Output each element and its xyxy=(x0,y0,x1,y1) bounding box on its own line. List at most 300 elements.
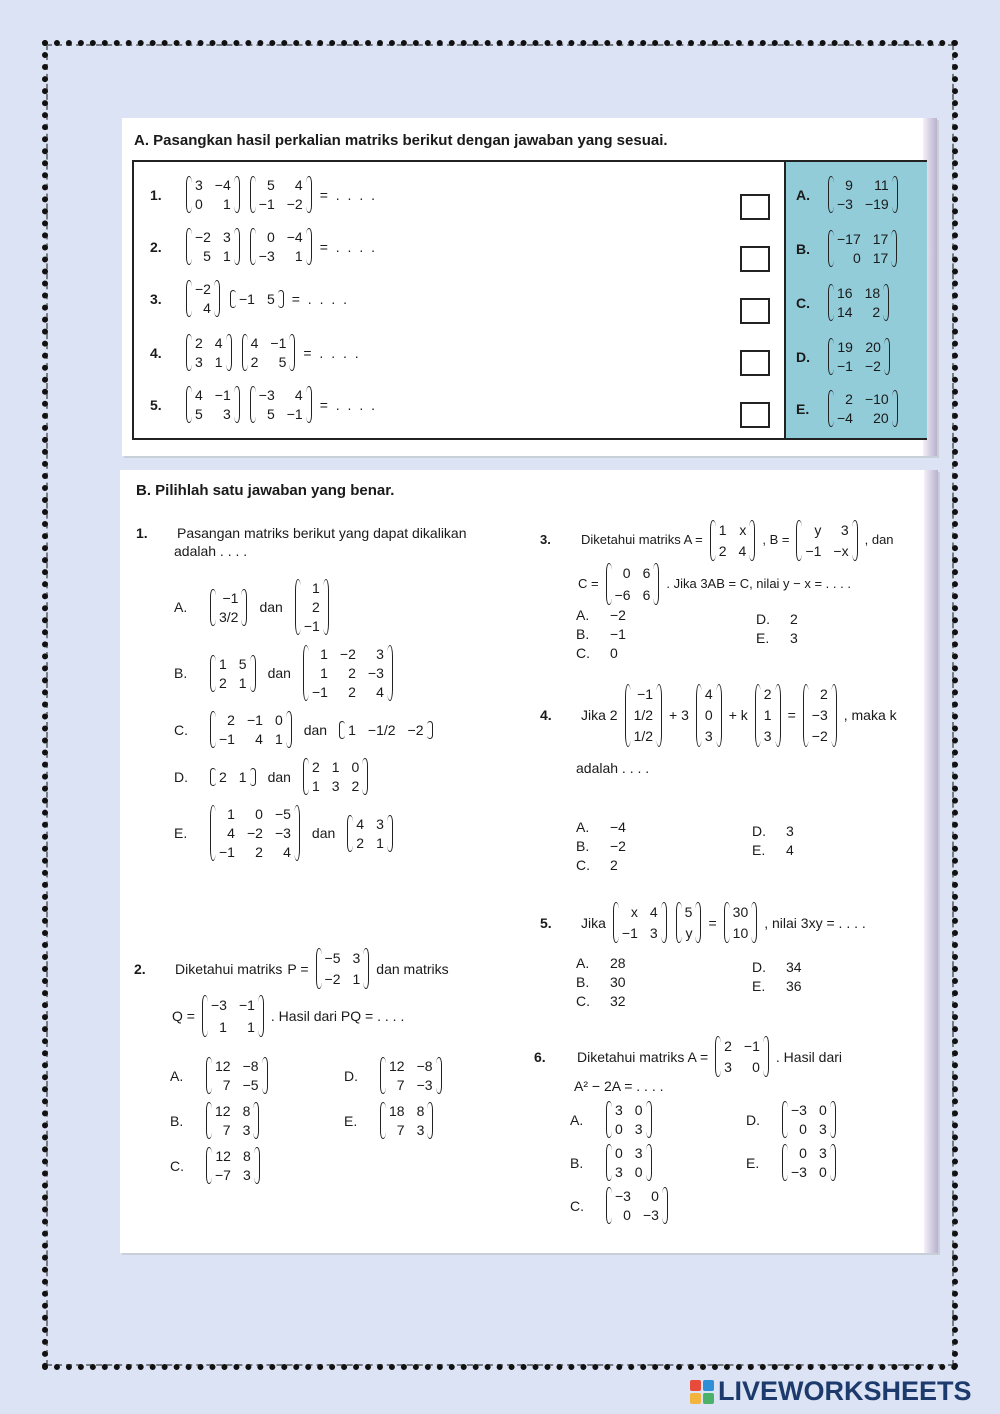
matrix-entry: 1/2 xyxy=(633,728,654,745)
matrix-grid xyxy=(353,815,387,852)
matrix-grid xyxy=(386,1057,436,1094)
matrix-entry: 0 xyxy=(622,565,631,582)
matrix-grid xyxy=(631,684,656,747)
section-b-title: B. Pilihlah satu jawaban yang benar. xyxy=(136,482,395,499)
choice-b4-c[interactable]: C. 2 xyxy=(576,857,618,873)
matrix-entry: −1 xyxy=(222,589,239,606)
matrix-entry: 0 xyxy=(704,707,713,724)
matrix xyxy=(828,338,890,375)
matrix-entry: 1 xyxy=(331,759,340,775)
matrix-entry: 1/2 xyxy=(633,707,654,724)
matrix-grid xyxy=(236,290,278,308)
matrix-entry: −5 xyxy=(242,1077,259,1093)
matrix-entry: 1 xyxy=(214,354,223,370)
matrix-entry: 5 xyxy=(266,290,275,307)
matrix-entry: 1 xyxy=(222,196,231,212)
matrix-entry: −1 xyxy=(214,387,231,403)
matrix-entry: x xyxy=(630,904,638,920)
matrix-grid xyxy=(612,1101,646,1138)
matrix-grid xyxy=(721,1036,763,1077)
matrix-entry: −2 xyxy=(339,646,356,662)
matrix-entry: 3 xyxy=(376,646,384,662)
matrix-entry: 1 xyxy=(227,806,235,822)
matrix-entry: −5 xyxy=(324,950,341,966)
answer-option-a: A. 9 11 −3 −19 xyxy=(796,176,900,213)
paren-right xyxy=(234,228,240,265)
choice-b2-d[interactable]: D. 12 −8 7 −3 xyxy=(344,1057,444,1094)
matrix-entry: −3 xyxy=(274,825,291,841)
matrix-entry: 4 xyxy=(294,177,303,193)
matrix-entry: 0 xyxy=(266,229,275,245)
paren-right xyxy=(294,805,300,861)
matrix-entry: 4 xyxy=(250,335,259,351)
matrix-entry: 6 xyxy=(642,586,651,603)
paren-right xyxy=(892,176,898,213)
matrix-entry: 4 xyxy=(195,387,203,403)
matrix-grid xyxy=(834,390,892,427)
question-a1: 1. 3 −4 0 1 5 4 −1 −2 = . . . . xyxy=(150,177,377,212)
matrix-entry: −3 xyxy=(791,1164,807,1180)
matrix-entry: −x xyxy=(833,543,849,560)
paren-right xyxy=(831,684,837,747)
matrix-entry: 0 xyxy=(623,1207,631,1223)
choice-b1-c[interactable]: C. 2 −1 0 −1 4 1 dan 1 −1/2 −2 xyxy=(174,711,435,748)
matrix-entry: 2 xyxy=(356,834,365,851)
matrix-entry: −1 xyxy=(258,196,275,212)
matrix-grid xyxy=(345,721,426,739)
paren-right xyxy=(646,1144,652,1181)
matrix-entry: 0 xyxy=(651,1188,659,1204)
matrix-entry: 12 xyxy=(389,1058,405,1074)
matrix-grid xyxy=(612,563,654,604)
matrix xyxy=(186,228,240,265)
matrix-entry: −2 xyxy=(246,825,263,841)
matrix-entry: 3 xyxy=(763,728,772,745)
matrix-entry: 6 xyxy=(642,565,651,582)
matrix-entry: −2 xyxy=(407,721,424,738)
matrix-grid xyxy=(192,386,234,423)
choice-b5-e[interactable]: E. 36 xyxy=(752,978,802,994)
matrix-entry: −8 xyxy=(242,1058,259,1074)
question-b2-choices-left xyxy=(170,1054,270,1187)
matrix-entry: 19 xyxy=(837,339,853,355)
matrix-entry: 0 xyxy=(818,1102,827,1118)
matrix-entry: 16 xyxy=(837,285,853,301)
paren-right xyxy=(258,995,264,1036)
paren-right xyxy=(306,176,312,213)
question-a3: 3. −2 4 −1 5 = . . . . xyxy=(150,281,350,316)
matrix-grid xyxy=(702,684,716,747)
paren-right xyxy=(661,902,667,943)
choice-b2-e[interactable]: E. 18 8 7 3 xyxy=(344,1102,444,1139)
choice-b3-e[interactable]: E. 3 xyxy=(756,630,798,646)
matrix-entry: 0 xyxy=(818,1164,827,1180)
paren-right xyxy=(253,1102,259,1139)
matrix-entry: −1 xyxy=(311,684,328,700)
question-b2-choices-right xyxy=(344,1054,444,1142)
matrix-entry: −2 xyxy=(286,196,303,212)
logo-icon xyxy=(690,1380,714,1404)
matrix-entry: 0 xyxy=(615,1121,623,1137)
paren-right xyxy=(662,1187,668,1224)
matrix-entry: 0 xyxy=(799,1121,807,1137)
matrix-entry: 1 xyxy=(312,580,320,596)
matrix-entry: −3 xyxy=(210,997,227,1014)
matrix-entry: 4 xyxy=(214,335,223,351)
matrix-grid xyxy=(716,520,750,561)
matrix-grid xyxy=(216,589,241,626)
section-a-title: A. Pasangkan hasil perkalian matriks berikut dengan jawaban yang sesuai. xyxy=(134,132,668,149)
matrix xyxy=(242,334,296,371)
matrix-entry: 18 xyxy=(864,285,881,301)
matrix-entry: 2 xyxy=(348,665,356,681)
matrix-entry: 4 xyxy=(376,684,384,700)
matrix-entry: 12 xyxy=(215,1148,231,1164)
matrix-entry: 2 xyxy=(219,768,227,785)
matrix-entry: 4 xyxy=(283,844,291,860)
question-b5-choices-right xyxy=(752,956,802,997)
matrix-entry: 1 xyxy=(320,665,328,681)
matrix-entry: −3 xyxy=(811,707,828,724)
matrix-entry: −3 xyxy=(258,248,275,264)
matrix-entry: 3 xyxy=(352,950,361,966)
matrix xyxy=(186,280,220,317)
choice-b1-b[interactable]: B. 1 5 2 1 dan 1 −2 3 1 2 −3 −1 2 4 xyxy=(174,645,435,701)
question-b3-choices-left xyxy=(576,604,626,664)
matrix-grid xyxy=(834,284,883,321)
page-edge-shadow xyxy=(924,470,938,1253)
paren-right xyxy=(830,1101,836,1138)
choice-b3-c[interactable]: C. 0 xyxy=(576,645,618,661)
matrix-entry: 7 xyxy=(222,1122,231,1138)
matrix-entry: −2 xyxy=(195,229,211,245)
matrix xyxy=(230,290,284,308)
paren-right xyxy=(363,948,369,989)
paren-right xyxy=(286,711,292,748)
matrix-grid xyxy=(216,655,250,692)
matrix-grid xyxy=(788,1101,830,1138)
matrix-entry: −1 xyxy=(743,1038,760,1054)
matrix-entry: 5 xyxy=(266,177,275,193)
matrix-entry: −19 xyxy=(864,196,889,212)
matrix xyxy=(250,386,312,423)
matrix-grid xyxy=(256,228,306,265)
matrix-entry: 3 xyxy=(222,406,231,422)
choice-b2-c[interactable]: C. 12 8 −7 3 xyxy=(170,1147,270,1184)
paren-right xyxy=(763,1036,769,1077)
choice-b1-d[interactable]: D. 2 1 dan 2 1 0 1 3 2 xyxy=(174,758,435,795)
matrix-entry: 5 xyxy=(195,406,203,422)
matrix-grid xyxy=(612,1187,662,1224)
question-b4: 4. Jika 2 −1 1/2 1/2 + 3 4 0 3 + k 2 1 3 = 2 −3 −2 , maka k adalah . . . . xyxy=(540,686,897,776)
matrix-entry: 2 xyxy=(312,599,320,615)
matrix-grid xyxy=(256,386,306,423)
matrix-entry: 2 xyxy=(845,391,853,407)
matrix-entry: −10 xyxy=(864,391,889,407)
matrix-entry: 1 xyxy=(222,248,231,264)
matrix-entry: −4 xyxy=(837,410,853,426)
answer-input-5[interactable] xyxy=(740,402,770,428)
choice-b3-b[interactable]: B. −1 xyxy=(576,626,626,642)
paren-right xyxy=(646,1101,652,1138)
matrix-entry: −1 xyxy=(621,925,638,942)
matrix-entry: 0 xyxy=(799,1145,807,1161)
paren-right xyxy=(749,520,755,561)
matrix-entry: −2 xyxy=(864,358,881,374)
matrix-grid xyxy=(212,1147,254,1184)
paren-right xyxy=(751,902,757,943)
choice-b6-e[interactable]: E. 0 3 −3 0 xyxy=(746,1144,838,1181)
matrix xyxy=(186,176,240,213)
choice-b2-b[interactable]: B. 12 8 7 3 xyxy=(170,1102,270,1139)
answer-input-4[interactable] xyxy=(740,350,770,376)
choice-b2-a[interactable]: A. 12 −8 7 −5 xyxy=(170,1057,270,1094)
matrix xyxy=(186,386,240,423)
matrix-entry: 1 xyxy=(274,731,283,747)
matrix-entry: 0 xyxy=(351,759,360,775)
matrix-entry: −6 xyxy=(614,586,631,603)
answer-option-d: D. 19 20 −1 −2 xyxy=(796,338,892,375)
choice-b3-a[interactable]: A. −2 xyxy=(576,607,626,623)
matrix-entry: −1 xyxy=(303,618,320,634)
paren-right xyxy=(387,815,393,852)
matrix-entry: −7 xyxy=(215,1167,231,1183)
matrix-entry: 4 xyxy=(227,825,235,841)
matrix-entry: 5 xyxy=(266,406,275,422)
matrix-entry: −1 xyxy=(270,335,287,351)
matrix-entry: 3 xyxy=(195,354,203,370)
choice-b4-d[interactable]: D. 3 xyxy=(752,823,794,839)
choice-b4-a[interactable]: A. −4 xyxy=(576,819,626,835)
paren-right xyxy=(250,655,256,692)
matrix-grid xyxy=(761,684,775,747)
answer-option-c: C. 16 18 14 2 xyxy=(796,284,891,321)
matrix-entry: 3 xyxy=(222,229,231,245)
matrix-entry: 4 xyxy=(203,300,211,316)
matrix-entry: 2 xyxy=(227,712,235,728)
question-b3: 3. Diketahui matriks A = 1 x 2 4 , B = y 3 −1 −x , dan C = 0 6 −6 6 . Jika 3AB = C, nilai y − x = . . . . xyxy=(540,520,894,605)
choice-b4-e[interactable]: E. 4 xyxy=(752,842,794,858)
question-b6: 6. Diketahui matriks A = 2 −1 3 0 . Hasil dari A² − 2A = . . . . xyxy=(534,1038,843,1095)
question-a2: 2. −2 3 5 1 0 −4 −3 1 = . . . . xyxy=(150,229,377,264)
matrix-entry: 0 xyxy=(752,1059,760,1076)
matrix-grid xyxy=(192,280,214,317)
paren-right xyxy=(306,228,312,265)
matrix-entry: −3 xyxy=(416,1077,433,1093)
matrix-entry: 1 xyxy=(294,248,303,264)
matrix-grid xyxy=(216,805,294,861)
question-a5: 5. 4 −1 5 3 −3 4 5 −1 = . . . . xyxy=(150,387,377,422)
matrix-grid xyxy=(386,1102,427,1139)
matrix-entry: 1 xyxy=(320,646,328,662)
matrix-entry: 3 xyxy=(416,1122,425,1138)
matrix-grid xyxy=(809,684,831,747)
matrix-entry: 3 xyxy=(376,815,384,832)
paren-right xyxy=(250,768,256,786)
matrix-entry: −1 xyxy=(805,543,822,560)
matrix-entry: −8 xyxy=(416,1058,433,1074)
matrix-entry: 2 xyxy=(724,1038,732,1054)
matrix-entry: 3 xyxy=(840,522,849,538)
question-a4: 4. 2 4 3 1 4 −1 2 5 = . . . . xyxy=(150,335,361,370)
matrix-entry: 8 xyxy=(416,1103,425,1119)
matrix-entry: 11 xyxy=(874,177,889,193)
section-a-scan xyxy=(122,118,937,456)
paren-right xyxy=(362,758,368,795)
matrix-entry: 2 xyxy=(718,543,727,560)
matrix-grid xyxy=(301,579,323,635)
matrix-entry: −1 xyxy=(238,290,255,307)
paren-right xyxy=(695,902,701,943)
choice-b5-b[interactable]: B. 30 xyxy=(576,974,626,990)
matrix-entry: 2 xyxy=(250,354,259,370)
matrix-entry: 8 xyxy=(242,1103,251,1119)
paren-right xyxy=(883,284,889,321)
matrix-entry: 1 xyxy=(311,778,320,794)
matrix-grid xyxy=(212,1102,253,1139)
paren-right xyxy=(234,176,240,213)
matrix-entry: 2 xyxy=(219,674,227,691)
matrix-entry: 1 xyxy=(238,768,247,785)
matrix-entry: 1 xyxy=(247,1018,255,1035)
matrix-entry: 30 xyxy=(732,904,749,920)
answer-input-2[interactable] xyxy=(740,246,770,272)
matrix-entry: 4 xyxy=(294,387,303,403)
matrix-entry: y xyxy=(814,522,822,538)
paren-right xyxy=(214,280,220,317)
matrix-grid xyxy=(682,902,696,943)
liveworksheets-logo[interactable]: LIVEWORKSHEETS xyxy=(690,1376,972,1407)
matrix-entry: 2 xyxy=(872,304,881,320)
matrix-entry: 20 xyxy=(873,410,889,426)
paren-right xyxy=(323,579,329,635)
matrix-entry: 5 xyxy=(238,655,247,672)
paren-right xyxy=(891,230,897,267)
paren-right xyxy=(427,721,433,739)
matrix-entry: 4 xyxy=(738,543,747,560)
matrix-entry: −2 xyxy=(195,281,211,297)
matrix-entry: 3 xyxy=(195,177,203,193)
matrix-entry: y xyxy=(685,925,693,942)
paren-right xyxy=(427,1102,433,1139)
matrix-entry: −3 xyxy=(642,1207,659,1223)
matrix-entry: 17 xyxy=(872,231,889,247)
matrix-entry: 7 xyxy=(396,1077,405,1093)
matrix-entry: 2 xyxy=(819,686,828,702)
matrix-grid xyxy=(216,768,250,786)
matrix-entry: 0 xyxy=(634,1164,643,1180)
paren-right xyxy=(387,645,393,701)
matrix-entry: 2 xyxy=(195,335,203,351)
choice-b1-a[interactable]: A. −1 3/2 dan 1 2 −1 xyxy=(174,579,435,635)
section-a-box xyxy=(132,160,927,440)
matrix-entry: 0 xyxy=(852,250,861,266)
matrix-grid xyxy=(322,948,364,989)
matrix-entry: 3 xyxy=(704,728,713,745)
matrix-grid xyxy=(309,758,362,795)
choice-b1-e[interactable]: E. 1 0 −5 4 −2 −3 −1 2 4 dan 4 3 2 1 xyxy=(174,805,435,861)
matrix-entry: −4 xyxy=(214,177,231,193)
matrix-grid xyxy=(834,176,892,213)
matrix-grid xyxy=(192,228,234,265)
paren-right xyxy=(892,390,898,427)
matrix-entry: 9 xyxy=(845,177,853,193)
matrix-grid xyxy=(834,338,884,375)
matrix-entry: 1 xyxy=(238,674,247,691)
answer-input-1[interactable] xyxy=(740,194,770,220)
question-b6-choices-right xyxy=(746,1098,838,1184)
matrix-entry: 4 xyxy=(356,815,365,832)
choice-b5-d[interactable]: D. 34 xyxy=(752,959,802,975)
matrix-entry: 3 xyxy=(818,1121,827,1137)
question-b1-choices xyxy=(174,576,435,864)
choice-b4-b[interactable]: B. −2 xyxy=(576,838,626,854)
matrix-grid xyxy=(619,902,661,943)
matrix-entry: 3 xyxy=(331,778,340,794)
paren-right xyxy=(775,684,781,747)
matrix-grid xyxy=(192,334,226,371)
paren-right xyxy=(289,334,295,371)
choice-b6-c[interactable]: C. −3 0 0 −3 xyxy=(570,1187,670,1224)
matrix-entry: −3 xyxy=(791,1102,807,1118)
matrix-entry: 17 xyxy=(872,250,889,266)
matrix-entry: −3 xyxy=(837,196,853,212)
choice-b6-a[interactable]: A. 3 0 0 3 xyxy=(570,1101,670,1138)
matrix-entry: 10 xyxy=(732,925,749,942)
paren-right xyxy=(716,684,722,747)
matrix-grid xyxy=(309,645,387,701)
matrix-entry: 3 xyxy=(634,1145,643,1161)
matrix-entry: 14 xyxy=(837,304,853,320)
answer-input-3[interactable] xyxy=(740,298,770,324)
matrix-entry: −3 xyxy=(615,1188,631,1204)
matrix-entry: −17 xyxy=(837,231,861,247)
matrix-entry: 0 xyxy=(615,1145,623,1161)
choice-b6-b[interactable]: B. 0 3 3 0 xyxy=(570,1144,670,1181)
paren-right xyxy=(254,1147,260,1184)
choice-b5-a[interactable]: A. 28 xyxy=(576,955,626,971)
matrix-entry: 1 xyxy=(219,655,227,672)
matrix-entry: 3 xyxy=(615,1102,623,1118)
matrix-entry: 1 xyxy=(718,522,727,538)
choice-b5-c[interactable]: C. 32 xyxy=(576,993,626,1009)
matrix-entry: 3 xyxy=(649,925,658,942)
matrix-grid xyxy=(612,1144,646,1181)
paren-right xyxy=(226,334,232,371)
paren-right xyxy=(234,386,240,423)
matrix-grid xyxy=(802,520,851,561)
matrix-entry: 3 xyxy=(818,1145,827,1161)
matrix-grid xyxy=(212,1057,262,1094)
paren-right xyxy=(653,563,659,604)
matrix-entry: 2 xyxy=(255,844,263,860)
matrix-entry: 12 xyxy=(215,1058,231,1074)
choice-b3-d[interactable]: D. 2 xyxy=(756,611,798,627)
matrix-entry: 5 xyxy=(684,904,693,920)
matrix xyxy=(250,228,312,265)
matrix-entry: 0 xyxy=(195,196,203,212)
matrix-entry: −5 xyxy=(274,806,291,822)
paren-right xyxy=(656,684,662,747)
matrix-entry: 1 xyxy=(352,971,361,988)
matrix-entry: 8 xyxy=(242,1148,251,1164)
paren-right xyxy=(884,338,890,375)
matrix-entry: −1 xyxy=(219,731,235,747)
choice-b6-d[interactable]: D. −3 0 0 3 xyxy=(746,1101,838,1138)
question-b4-choices-left xyxy=(576,816,626,876)
matrix-entry: 0 xyxy=(255,806,263,822)
matrix-entry: 3 xyxy=(242,1122,251,1138)
